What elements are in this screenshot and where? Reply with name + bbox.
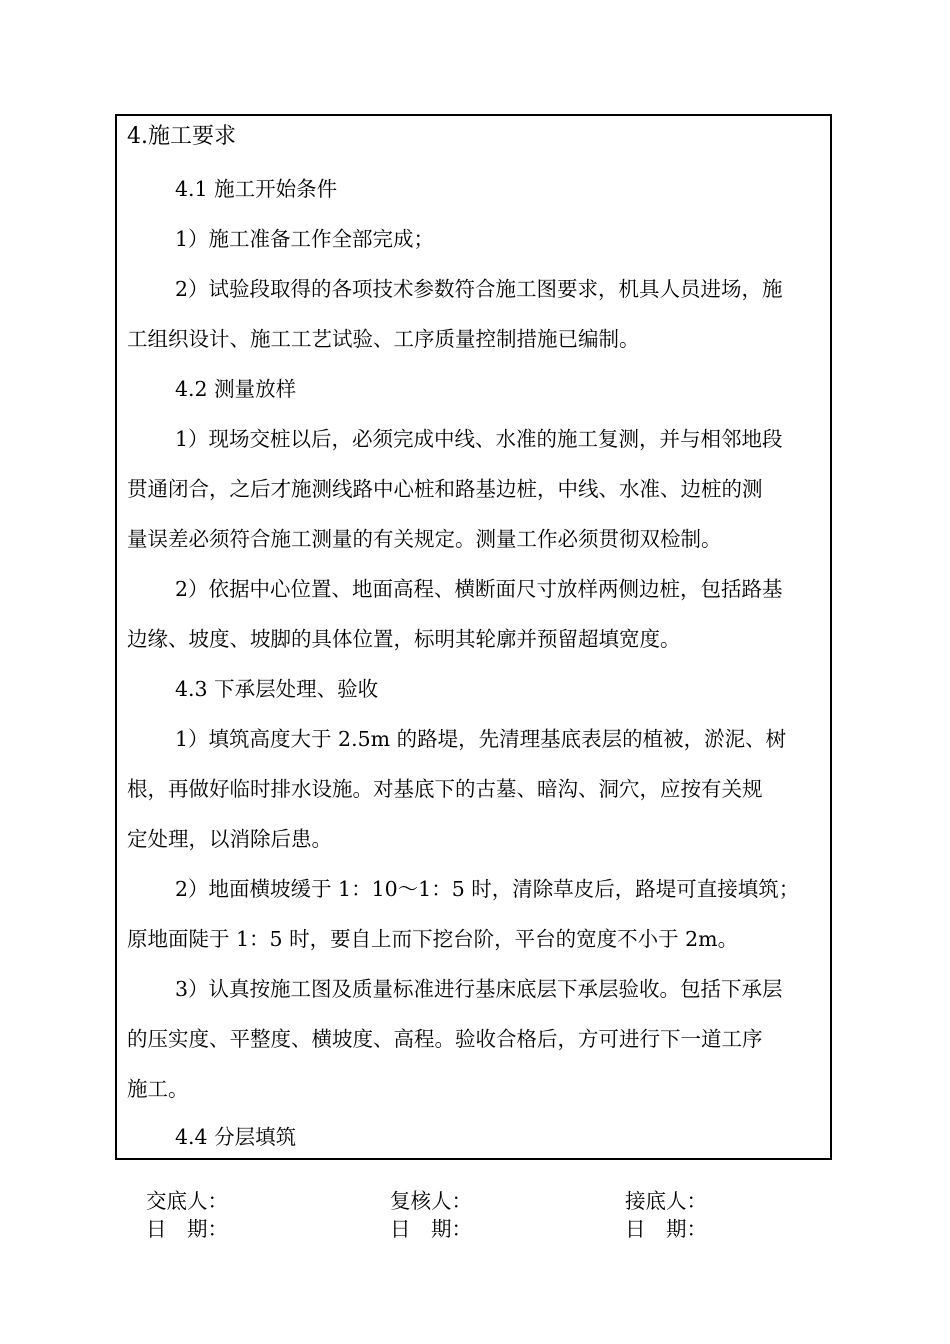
paragraph-line: 工组织设计、施工工艺试验、工序质量控制措施已编制。 — [127, 327, 640, 351]
paragraph-line: 2）地面横坡缓于 1：10～1：5 时，清除草皮后，路堤可直接填筑； — [175, 877, 800, 901]
recipient-label: 接底人： — [625, 1189, 707, 1213]
paragraph-line: 1）现场交桩以后，必须完成中线、水准的施工复测，并与相邻地段 — [175, 427, 783, 451]
paragraph-line: 2）试验段取得的各项技术参数符合施工图要求，机具人员进场，施 — [175, 277, 783, 301]
content-box — [115, 114, 832, 1160]
subsection-heading-4-1: 4.1 施工开始条件 — [175, 177, 338, 201]
paragraph-line: 1）施工准备工作全部完成； — [175, 227, 435, 251]
disclosure-person-label: 交底人： — [146, 1189, 228, 1213]
paragraph-line: 原地面陡于 1：5 时，要自上而下挖台阶，平台的宽度不小于 2m。 — [127, 927, 739, 951]
paragraph-line: 贯通闭合，之后才施测线路中心桩和路基边桩，中线、水准、边桩的测 — [127, 477, 763, 501]
paragraph-line: 施工。 — [127, 1077, 189, 1101]
paragraph-line: 2）依据中心位置、地面高程、横断面尺寸放样两侧边桩，包括路基 — [175, 577, 783, 601]
reviewer-label: 复核人： — [390, 1189, 472, 1213]
paragraph-line: 定处理，以消除后患。 — [127, 827, 332, 851]
disclosure-date-label: 日 期： — [146, 1217, 228, 1241]
paragraph-line: 的压实度、平整度、横坡度、高程。验收合格后，方可进行下一道工序 — [127, 1027, 763, 1051]
subsection-heading-4-2: 4.2 测量放样 — [175, 377, 297, 401]
receipt-date-label: 日 期： — [625, 1217, 707, 1241]
section-title: 4.施工要求 — [127, 124, 236, 149]
paragraph-line: 边缘、坡度、坡脚的具体位置，标明其轮廓并预留超填宽度。 — [127, 627, 681, 651]
paragraph-line: 根，再做好临时排水设施。对基底下的古墓、暗沟、洞穴，应按有关规 — [127, 777, 763, 801]
paragraph-line: 1）填筑高度大于 2.5m 的路堤，先清理基底表层的植被，淤泥、树 — [175, 727, 787, 751]
review-date-label: 日 期： — [390, 1217, 472, 1241]
subsection-heading-4-3: 4.3 下承层处理、验收 — [175, 677, 379, 701]
paragraph-line: 量误差必须符合施工测量的有关规定。测量工作必须贯彻双检制。 — [127, 527, 722, 551]
subsection-heading-4-4: 4.4 分层填筑 — [175, 1125, 297, 1149]
paragraph-line: 3）认真按施工图及质量标准进行基床底层下承层验收。包括下承层 — [175, 977, 783, 1001]
